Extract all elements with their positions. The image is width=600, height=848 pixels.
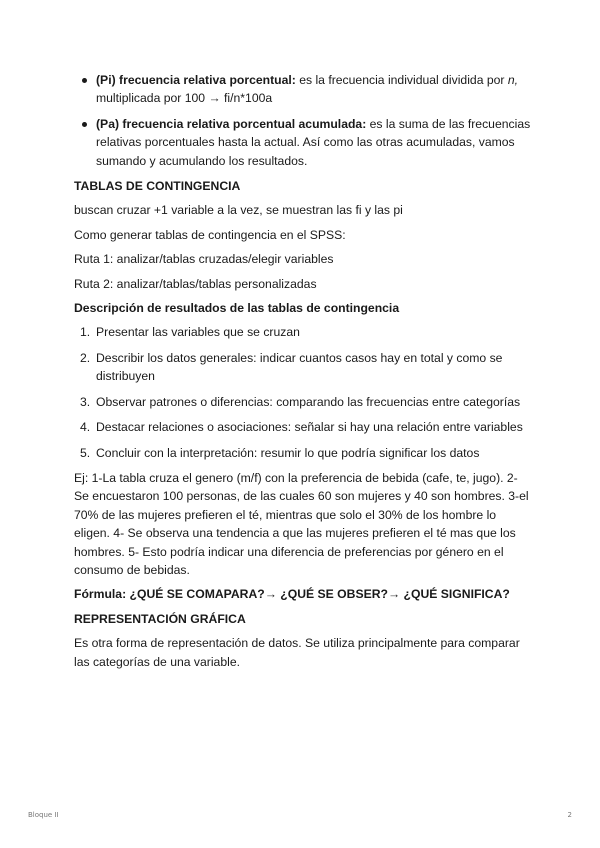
frequency-bullet-list	[74, 71, 534, 170]
contingency-route-2: Ruta 2: analizar/tablas/tablas personalizadas	[74, 276, 317, 291]
bullet-item-pi	[96, 71, 534, 108]
step-number: 3.	[80, 394, 91, 409]
bullet-term: (Pi) frecuencia relativa porcentual:	[96, 73, 296, 87]
description-heading: Descripción de resultados de las tablas de contingencia	[74, 301, 400, 316]
step-text: Destacar relaciones o asociaciones: señalar si hay una relación entre variables	[96, 420, 523, 435]
step-number: 5.	[80, 445, 91, 460]
bullet-text: es la frecuencia individual dividida por	[295, 73, 508, 87]
description-steps-list	[74, 323, 534, 461]
step-number: 1.	[80, 325, 91, 340]
bullet-term: (Pa) frecuencia relativa porcentual acumulada:	[96, 116, 367, 131]
step-item	[80, 418, 534, 436]
graphic-paragraph: Es otra forma de representación de datos. Se utiliza principalmente para comparar las categorías de una variable.	[74, 636, 520, 669]
footer-section-label: Bloque II	[28, 811, 59, 819]
step-number: 4.	[80, 420, 91, 435]
step-item	[80, 323, 534, 341]
formula-heading: Fórmula: ¿QUÉ SE COMAPARA?→ ¿QUÉ SE OBSER?→ ¿QUÉ SIGNIFICA?	[74, 587, 510, 602]
bullet-italic: n,	[507, 73, 519, 87]
graphic-heading: REPRESENTACIÓN GRÁFICA	[74, 611, 246, 626]
example-paragraph: Ej: 1-La tabla cruza el genero (m/f) con la preferencia de bebida (cafe, te, jugo). 2- Se encuestaron 100 personas, de las cuales 60 son mujeres y 40 son hombres. 3-el 70% de las mujeres prefieren el té, mientras que solo el 30% de los hombre lo eligen. 4- Se observa una tendencia a que las mujeres prefieren el té mas que los hombres. 5- Esto podría indicar una diferencia de preferencias por género en el consumo de bebidas.	[74, 470, 529, 577]
page-content	[74, 71, 534, 677]
contingency-heading: TABLAS DE CONTINGENCIA	[74, 179, 241, 194]
step-item	[80, 349, 534, 386]
bullet-text-after: multiplicada por 100 → fi/n*100a	[96, 91, 273, 106]
bullet-item-pa	[96, 115, 534, 170]
step-text: Observar patrones o diferencias: comparando las frecuencias entre categorías	[96, 394, 521, 409]
step-text: Concluir con la interpretación: resumir lo que podría significar los datos	[96, 445, 480, 460]
bullet-text: es la suma de las frecuencias relativas porcentuales hasta la actual. Así como las otras acumuladas, vamos sumando y acumulando los resultados.	[96, 116, 531, 168]
step-item	[80, 444, 534, 462]
step-item	[80, 393, 534, 411]
footer-page-number: 2	[567, 811, 572, 819]
step-number: 2.	[80, 350, 91, 365]
contingency-paragraph-1: buscan cruzar +1 variable a la vez, se muestran las fi y las pi	[74, 203, 403, 218]
step-text: Describir los datos generales: indicar cuantos casos hay en total y como se distribuyen	[96, 350, 503, 384]
contingency-paragraph-2: Como generar tablas de contingencia en el SPSS:	[74, 227, 346, 242]
contingency-route-1: Ruta 1: analizar/tablas cruzadas/elegir variables	[74, 252, 334, 267]
step-text: Presentar las variables que se cruzan	[96, 325, 300, 340]
